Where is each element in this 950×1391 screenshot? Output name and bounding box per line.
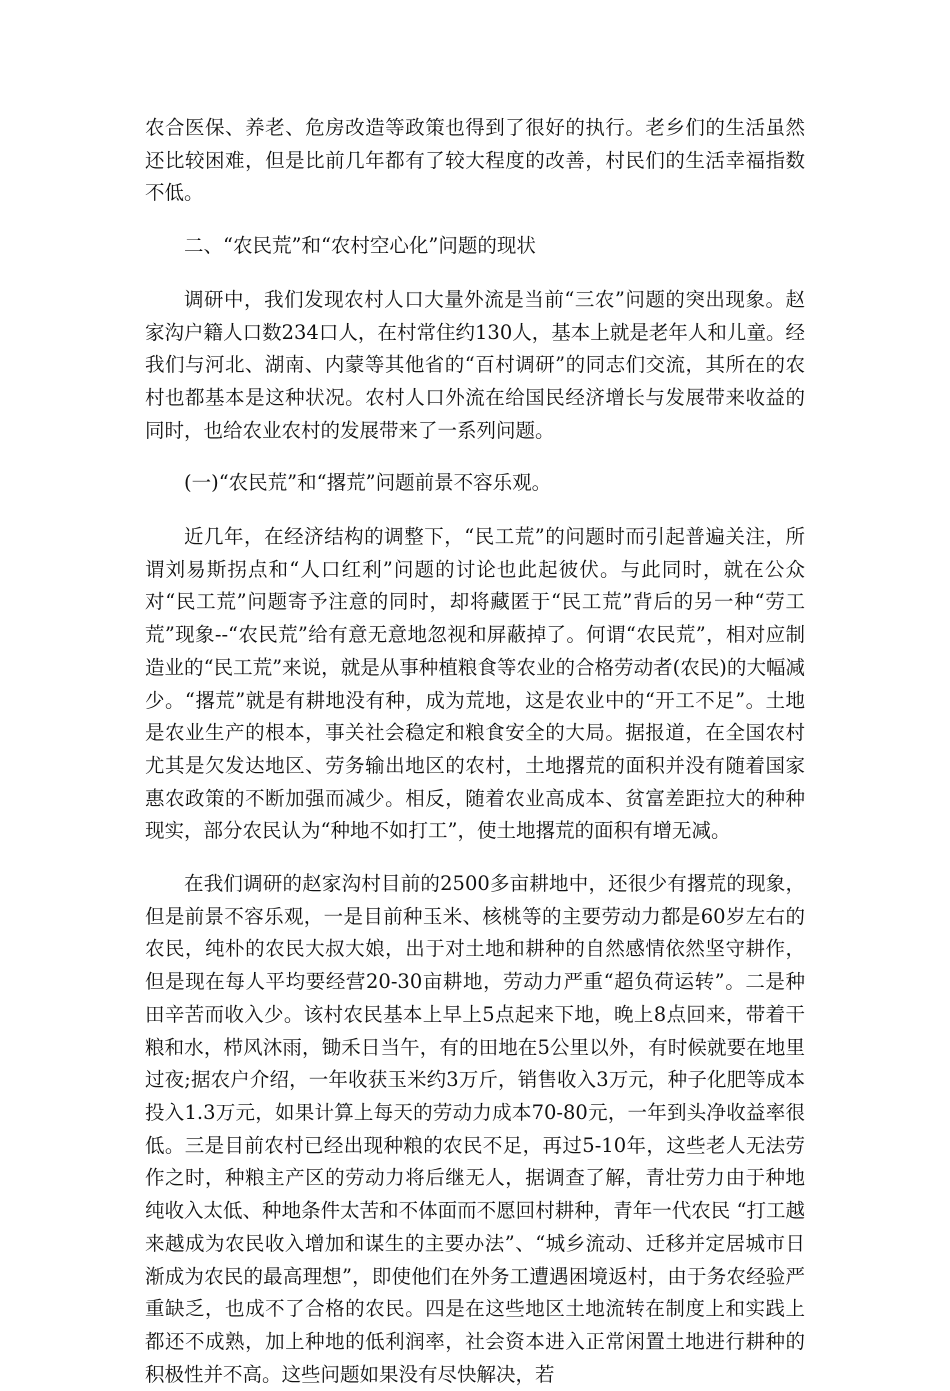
subsection-heading: (一)“农民荒”和“撂荒”问题前景不容乐观。 — [184, 471, 552, 495]
section-heading: 二、“农民荒”和“农村空心化”问题的现状 — [184, 234, 536, 258]
paragraph-survey-finding: 调研中，我们发现农村人口大量外流是当前“三农”问题的突出现象。赵家沟户籍人口数234口人，在村常住约130人，基本上就是老年人和儿童。经我们与河北、湖南、内蒙等其他省的“百村调研”的同志们交流，其所在的农村也都基本是这种状况。农村人口外流在给国民经济增长与发展带来收益的同时，也给农业农村的发展带来了一系列问题。 — [145, 287, 805, 442]
document-page — [145, 112, 805, 1391]
paragraph-labor-shortage: 近几年，在经济结构的调整下，“民工荒”的问题时而引起普遍关注，所谓刘易斯拐点和“人口红利”问题的讨论也此起彼伏。与此同时，就在公众对“民工荒”问题寄予注意的同时，却将藏匿于“民工荒”背后的另一种“劳工荒”现象--“农民荒”给有意无意地忽视和屏蔽掉了。何谓“农民荒”，相对应制造业的“民工荒”来说，就是从事种植粮食等农业的合格劳动者(农民)的大幅减少。“撂荒”就是有耕地没有种，成为荒地，这是农业中的“开工不足”。土地是农业生产的根本，事关社会稳定和粮食安全的大局。据报道，在全国农村尤其是欠发达地区、劳务输出地区的农村，土地撂荒的面积并没有随着国家惠农政策的不断加强而减少。相反，随着农业高成本、贫富差距拉大的种种现实，部分农民认为“种地不如打工”，使土地撂荒的面积有增无减。 — [145, 525, 805, 843]
paragraph-continuation: 农合医保、养老、危房改造等政策也得到了很好的执行。老乡们的生活虽然还比较困难，但是比前几年都有了较大程度的改善，村民们的生活幸福指数不低。 — [145, 116, 805, 205]
paragraph-village-outlook: 在我们调研的赵家沟村目前的2500多亩耕地中，还很少有撂荒的现象，但是前景不容乐观，一是目前种玉米、核桃等的主要劳动力都是60岁左右的农民，纯朴的农民大叔大娘，出于对土地和耕种的自然感情依然坚守耕作，但是现在每人平均要经营20-30亩耕地，劳动力严重“超负荷运转”。二是种田辛苦而收入少。该村农民基本上早上5点起来下地，晚上8点回来，带着干粮和水，栉风沐雨，锄禾日当午，有的田地在5公里以外，有时候就要在地里过夜;据农户介绍，一年收获玉米约3万斤，销售收入3万元，种子化肥等成本投入1.3万元，如果计算上每天的劳动力成本70-80元，一年到头净收益率很低。三是目前农村已经出现种粮的农民不足，再过5-10年，这些老人无法劳作之时，种粮主产区的劳动力将后继无人，据调查了解，青壮劳力由于种地纯收入太低、种地条件太苦和不体面而不愿回村耕种，青年一代农民 “打工越来越成为农民收入增加和谋生的主要办法”、“城乡流动、迁移并定居城市日渐成为农民的最高理想”，即使他们在外务工遭遇困境返村，由于务农经验严重缺乏，也成不了合格的农民。四是在这些地区土地流转在制度上和实践上都还不成熟，加上种地的低利润率，社会资本进入正常闲置土地进行耕种的积极性并不高。这些问题如果没有尽快解决，若 — [145, 872, 805, 1386]
